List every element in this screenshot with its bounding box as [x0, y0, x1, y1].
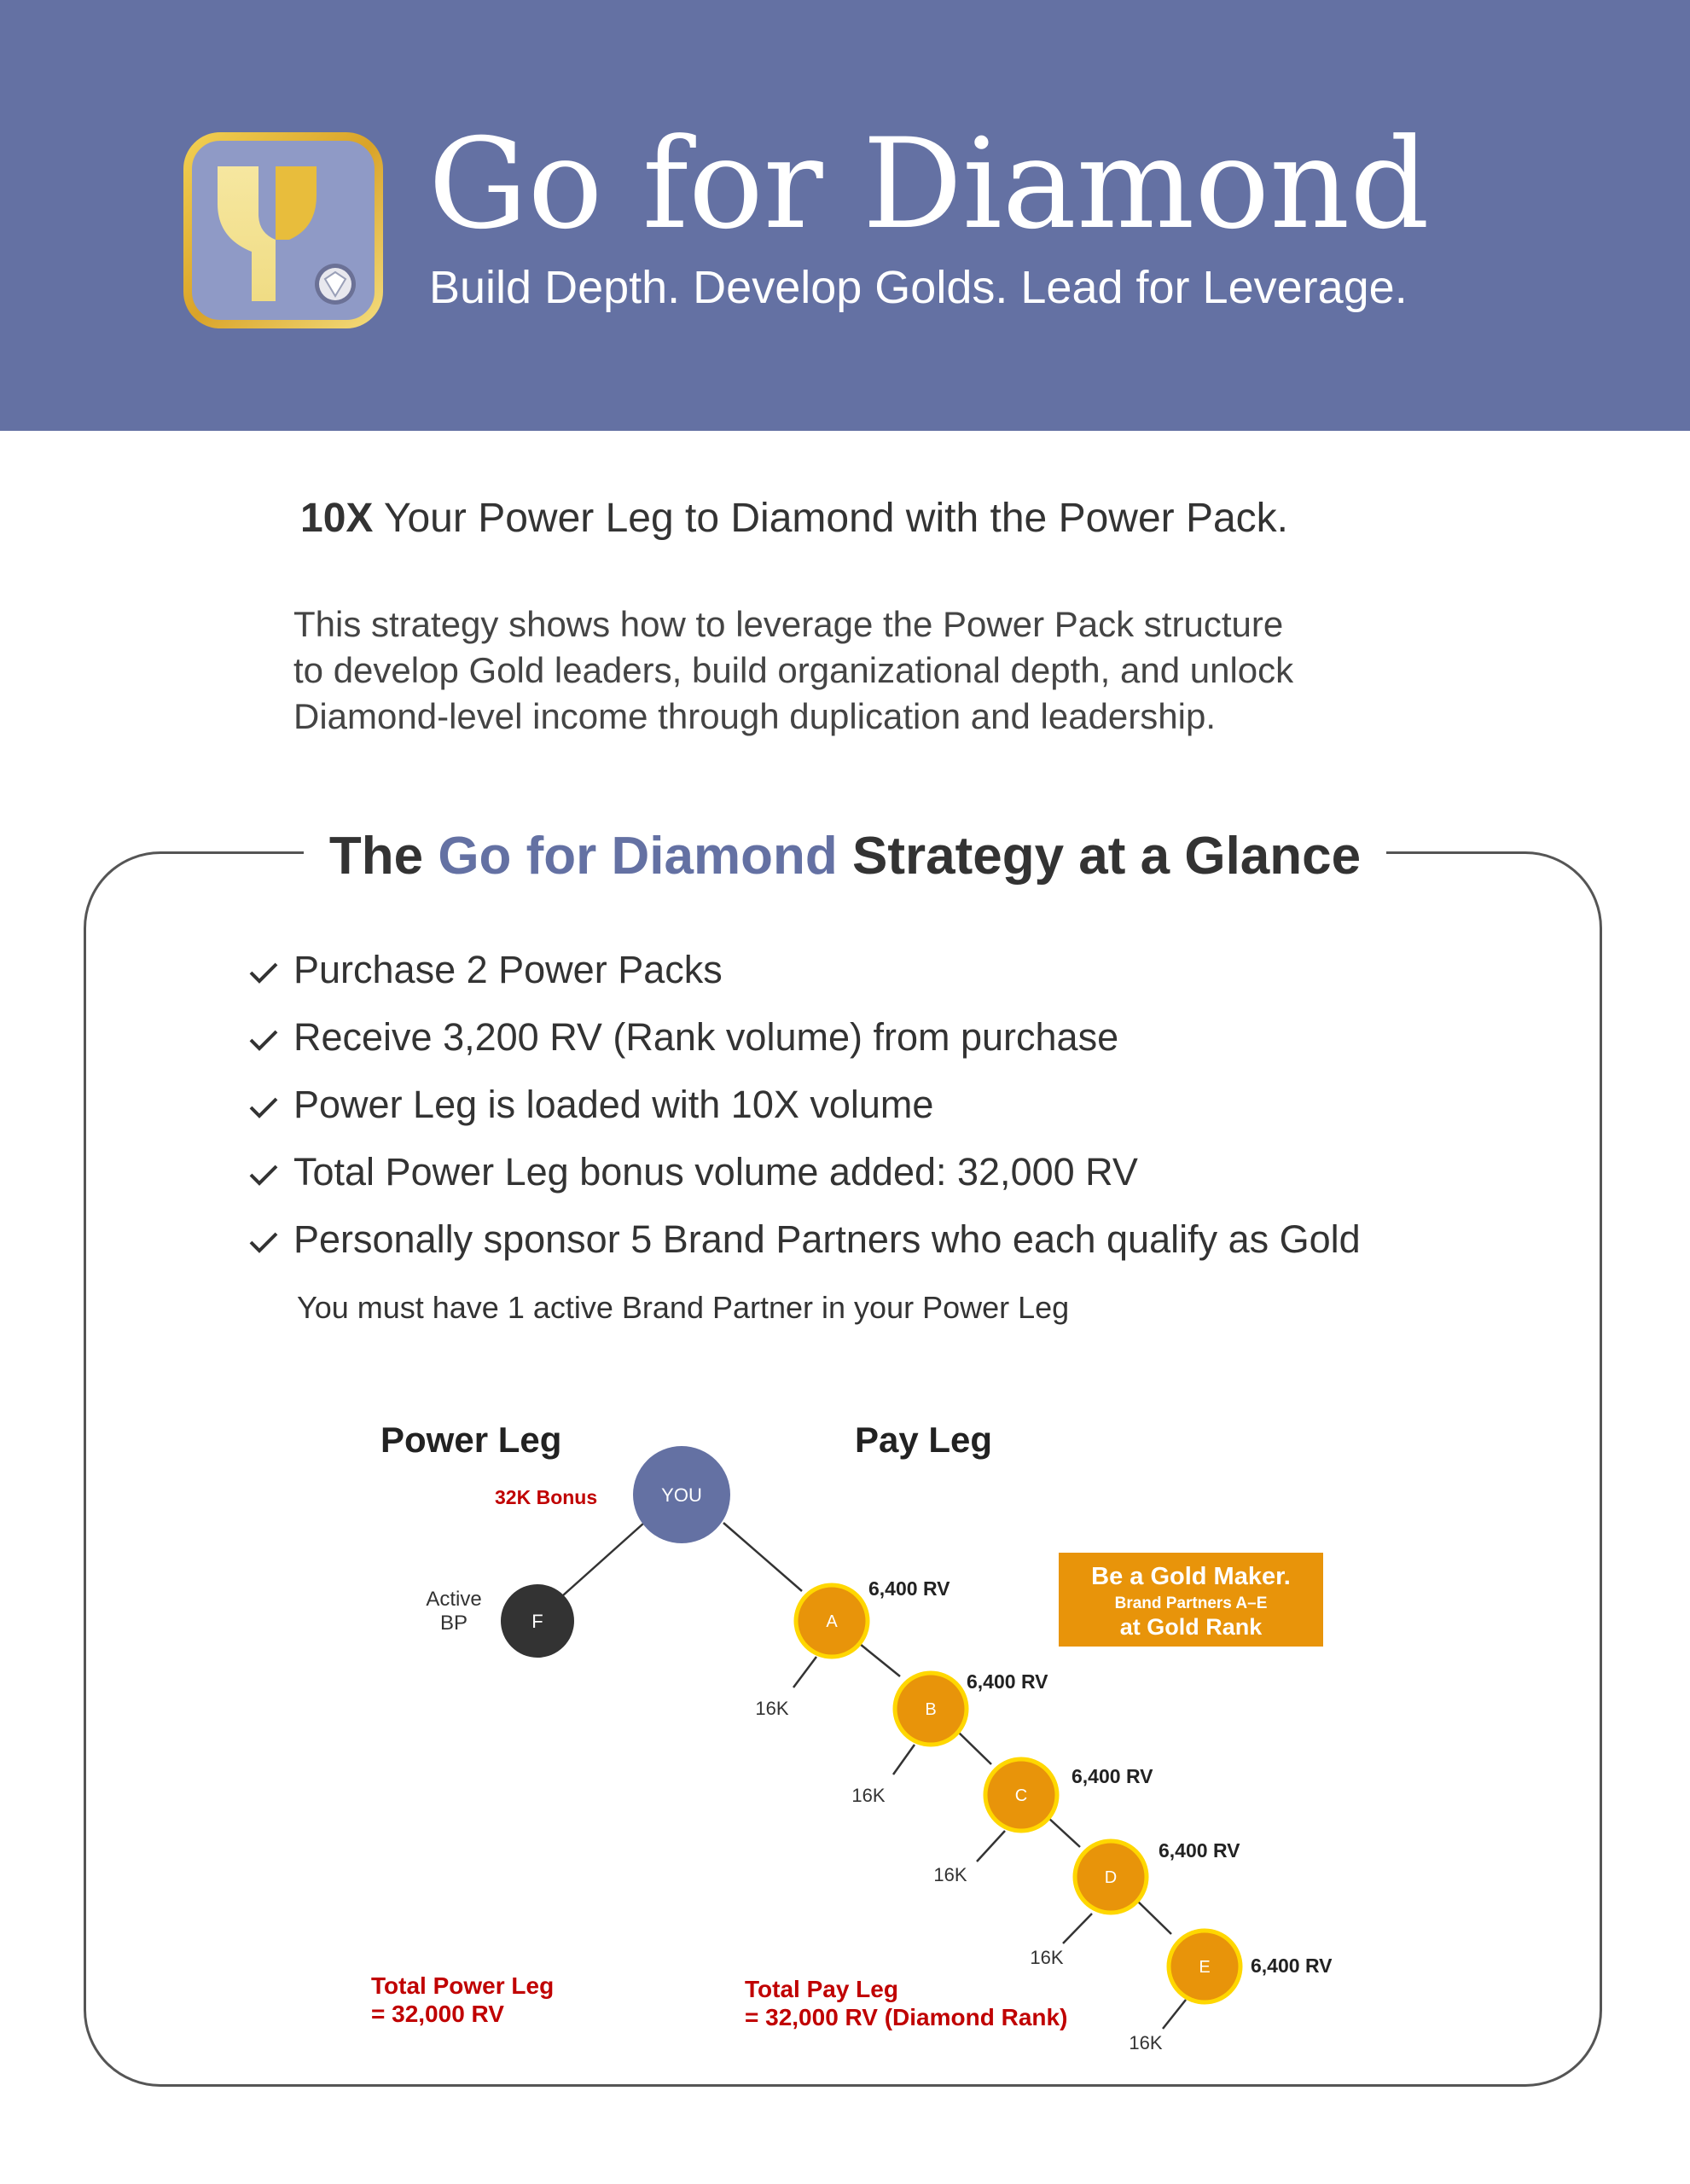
- connector-line: [723, 1523, 802, 1591]
- node-rv-label: 6,400 RV: [1071, 1765, 1153, 1787]
- node-rv-label: 6,400 RV: [1159, 1839, 1240, 1862]
- active-bp-label: Active: [426, 1588, 482, 1611]
- connector-line: [977, 1831, 1005, 1862]
- page-subtitle: Build Depth. Develop Golds. Lead for Leverage.: [429, 262, 1408, 313]
- callout-line: Be a Gold Maker.: [1091, 1563, 1291, 1590]
- connector-line: [563, 1523, 644, 1595]
- node-sub-label: 16K: [933, 1864, 967, 1885]
- node-sub-label: 16K: [851, 1785, 886, 1806]
- gold-node-label: C: [1014, 1786, 1028, 1805]
- callout-line: at Gold Rank: [1119, 1614, 1263, 1640]
- you-node-label: YOU: [661, 1484, 702, 1506]
- total-pay-leg-value: = 32,000 RV (Diamond Rank): [745, 2004, 1068, 2030]
- power-leg-label: Power Leg: [380, 1420, 562, 1460]
- total-power-leg-value: = 32,000 RV: [371, 2001, 504, 2027]
- intro-line: This strategy shows how to leverage the Power Pack structure: [293, 604, 1284, 644]
- gold-node-label: D: [1104, 1868, 1118, 1887]
- list-item-text: Purchase 2 Power Packs: [293, 948, 723, 991]
- gold-node-label: B: [925, 1700, 937, 1719]
- intro-heading-text: Your Power Leg to Diamond with the Power Pack.: [373, 496, 1288, 541]
- power-node-label: F: [531, 1611, 543, 1632]
- list-item-text: Receive 3,200 RV (Rank volume) from purchase: [293, 1015, 1119, 1059]
- page-title: Go for Diamond: [428, 112, 1430, 257]
- intro-heading-bold: 10X: [300, 496, 374, 541]
- active-bp-label: BP: [439, 1612, 468, 1635]
- connector-line: [1048, 1817, 1080, 1847]
- list-item-text: Total Power Leg bonus volume added: 32,000 RV: [293, 1150, 1138, 1194]
- node-sub-label: 16K: [1129, 2032, 1163, 2053]
- connector-line: [793, 1657, 816, 1687]
- intro-line: to develop Gold leaders, build organizational depth, and unlock: [293, 650, 1294, 690]
- node-rv-label: 6,400 RV: [868, 1577, 950, 1600]
- gold-node-label: A: [826, 1612, 838, 1631]
- gold-node-label: E: [1199, 1958, 1211, 1977]
- connector-line: [860, 1644, 900, 1676]
- node-rv-label: 6,400 RV: [967, 1670, 1048, 1693]
- pay-leg-label: Pay Leg: [855, 1420, 993, 1460]
- node-rv-label: 6,400 RV: [1251, 1955, 1333, 1977]
- connector-line: [1063, 1914, 1092, 1943]
- connector-line: [958, 1732, 991, 1764]
- intro-line: Diamond-level income through duplication and leadership.: [293, 696, 1216, 736]
- list-item-text: Personally sponsor 5 Brand Partners who each qualify as Gold: [293, 1217, 1361, 1261]
- bonus-label: 32K Bonus: [495, 1486, 598, 1508]
- connector-line: [1163, 2000, 1186, 2029]
- total-pay-leg-label: Total Pay Leg: [745, 1976, 898, 2002]
- strategy-note: You must have 1 active Brand Partner in your Power Leg: [297, 1290, 1070, 1325]
- node-sub-label: 16K: [755, 1698, 789, 1719]
- connector-line: [893, 1745, 915, 1774]
- strategy-title-suffix: Strategy at a Glance: [837, 827, 1362, 886]
- strategy-title-prefix: The: [328, 827, 438, 886]
- connector-line: [1137, 1901, 1171, 1934]
- node-sub-label: 16K: [1030, 1947, 1064, 1968]
- total-power-leg-label: Total Power Leg: [371, 1972, 555, 1999]
- strategy-title-accent: Go for Diamond: [438, 827, 838, 886]
- callout-line: Brand Partners A–E: [1114, 1594, 1268, 1612]
- list-item-text: Power Leg is loaded with 10X volume: [293, 1083, 934, 1126]
